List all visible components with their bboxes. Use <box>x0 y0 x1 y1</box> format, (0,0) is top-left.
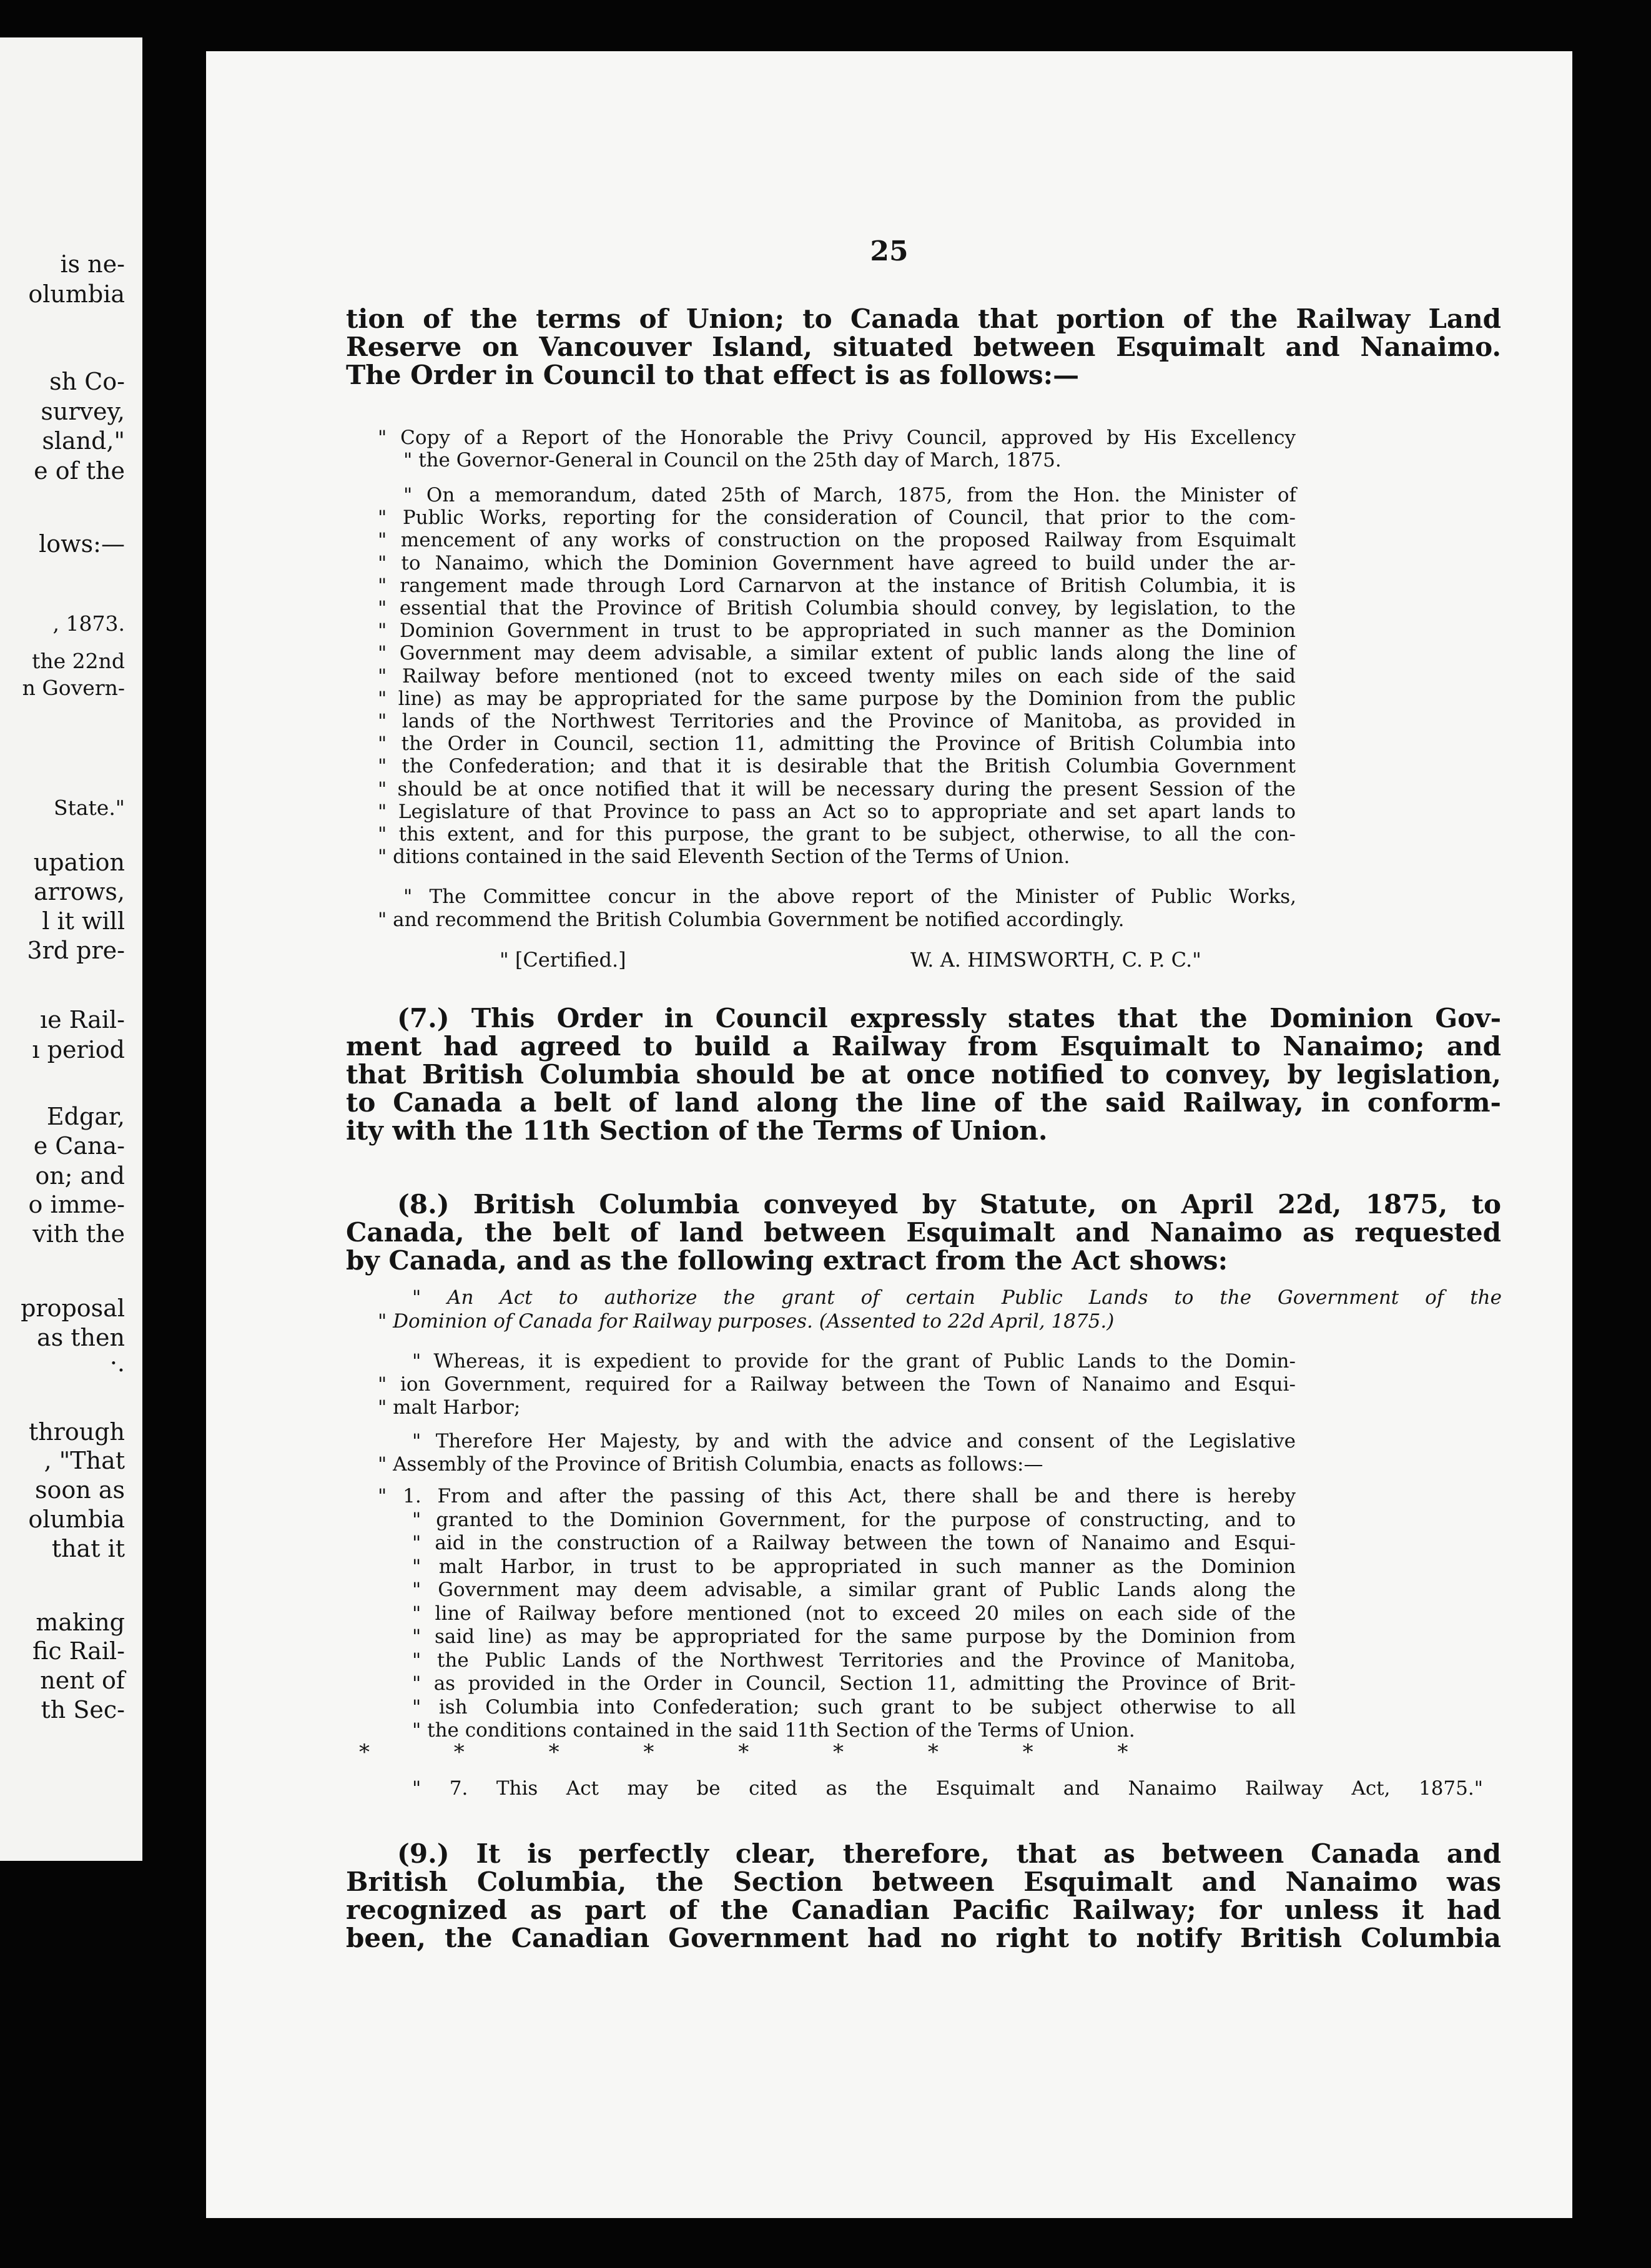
paragraph-9-line: been, the Canadian Government had no right to notify British Columbia <box>346 1923 1501 1953</box>
paragraph-9-line: recognized as part of the Canadian Pacific Railway; for unless it had <box>346 1895 1501 1925</box>
order-line: " the Confederation; and that it is desirable that the British Columbia Government <box>378 755 1296 778</box>
section-1-line: " 1. From and after the passing of this Act, there shall be and there is hereby <box>378 1485 1296 1507</box>
left-page-fragment: n Govern- <box>22 676 125 700</box>
document-page <box>206 51 1572 2218</box>
left-page-fragment: making <box>36 1609 125 1636</box>
paragraph-8-line: (8.) British Columbia conveyed by Statute, on April 22d, 1875, to <box>397 1189 1501 1220</box>
left-page-fragment: survey, <box>41 398 125 425</box>
left-page-fragment: ıe Rail- <box>39 1006 125 1033</box>
left-page-fragment: vith the <box>32 1220 125 1248</box>
order-line: " to Nanaimo, which the Dominion Government have agreed to build under the ar- <box>378 551 1296 574</box>
order-line: " rangement made through Lord Carnarvon at the instance of British Columbia, it is <box>378 574 1296 597</box>
therefore-line: " Therefore Her Majesty, by and with the advice and consent of the Legislative <box>412 1430 1296 1452</box>
left-page-fragment: lows:— <box>39 530 125 558</box>
act-title-line: " Dominion of Canada for Railway purposes. (Assented to 22d April, 1875.) <box>378 1310 1115 1333</box>
paragraph-8-line: Canada, the belt of land between Esquimalt and Nanaimo as requested <box>346 1217 1501 1248</box>
section-1-line: " ish Columbia into Confederation; such grant to be subject otherwise to all <box>412 1695 1296 1718</box>
act-title-line: " An Act to authorize the grant of certain Public Lands to the Government of the <box>412 1286 1502 1309</box>
left-page-fragment: nent of <box>40 1667 125 1694</box>
left-page-fragment: State." <box>53 796 125 820</box>
section-1-line: " malt Harbor, in trust to be appropriated in such manner as the Dominion <box>412 1555 1296 1578</box>
order-line: " lands of the Northwest Territories and the Province of Manitoba, as provided in <box>378 710 1296 732</box>
order-line: " On a memorandum, dated 25th of March, 1875, from the Hon. the Minister of <box>403 484 1296 506</box>
left-page-fragment: e of the <box>34 457 125 485</box>
left-page-fragment: sh Co- <box>49 368 125 395</box>
left-page-fragment: ı period <box>32 1036 125 1063</box>
paragraph-9-line: British Columbia, the Section between Esquimalt and Nanaimo was <box>346 1866 1501 1897</box>
left-page-fragment: olumbia <box>28 1506 125 1533</box>
left-page-fragment: olumbia <box>28 280 125 308</box>
section-1-line: " the Public Lands of the Northwest Territories and the Province of Manitoba, <box>412 1649 1296 1672</box>
signature: W. A. HIMSWORTH, C. P. C." <box>910 948 1201 972</box>
intro-line: Reserve on Vancouver Island, situated between Esquimalt and Nanaimo. <box>346 332 1501 362</box>
paragraph-9-line: (9.) It is perfectly clear, therefore, that as between Canada and <box>397 1838 1501 1869</box>
order-line: " ditions contained in the said Eleventh Section of the Terms of Union. <box>378 846 1070 869</box>
section-1-line: " the conditions contained in the said 11th Section of the Terms of Union. <box>412 1719 1135 1742</box>
ellipsis-dots: * * * * * * * * * <box>359 1740 1167 1765</box>
whereas-line: " malt Harbor; <box>378 1396 521 1419</box>
order-line: " this extent, and for this purpose, the grant to be subject, otherwise, to all the con- <box>378 823 1296 846</box>
order-line: " should be at once notified that it will be necessary during the present Session of the <box>378 777 1296 801</box>
paragraph-7-line: that British Columbia should be at once notified to convey, by legislation, <box>346 1059 1501 1090</box>
order-line: " Legislature of that Province to pass an Act so to appropriate and set apart lands to <box>378 800 1296 823</box>
order-line: " Public Works, reporting for the consideration of Council, that prior to the com- <box>378 506 1296 530</box>
order-line: " and recommend the British Columbia Government be notified accordingly. <box>378 909 1125 931</box>
left-page-fragment: fic Rail- <box>32 1637 125 1665</box>
page-number: 25 <box>870 235 909 267</box>
left-page-fragment: on; and <box>35 1162 125 1190</box>
left-page-fragment: th Sec- <box>41 1696 125 1723</box>
left-page-fragment: arrows, <box>34 878 125 905</box>
order-line: " essential that the Province of British Columbia should convey, by legislation, to the <box>378 597 1296 619</box>
left-page-fragment: as then <box>37 1324 125 1351</box>
paragraph-7-line: ment had agreed to build a Railway from Esquimalt to Nanaimo; and <box>346 1031 1501 1062</box>
left-page-fragment: upation <box>33 849 125 876</box>
certified-label: " [Certified.] <box>500 948 626 972</box>
left-page-fragment: , 1873. <box>52 611 125 636</box>
left-page-fragment: that it <box>51 1535 125 1562</box>
order-line: " the Governor-General in Council on the 25th day of March, 1875. <box>403 449 1062 471</box>
left-page-fragment: Edgar, <box>46 1103 125 1130</box>
section-1-line: " said line) as may be appropriated for the same purpose by the Dominion from <box>412 1625 1296 1648</box>
left-page-fragment: sland," <box>42 427 125 455</box>
section-1-line: " line of Railway before mentioned (not to exceed 20 miles on each side of the <box>412 1602 1296 1625</box>
order-line: " Copy of a Report of the Honorable the Privy Council, approved by His Excellency <box>378 426 1296 449</box>
left-page-fragment: soon as <box>35 1476 125 1504</box>
left-page-fragment: 3rd pre- <box>27 937 125 964</box>
order-line: " Railway before mentioned (not to exceed twenty miles on each side of the said <box>378 664 1296 688</box>
intro-line: tion of the terms of Union; to Canada that portion of the Railway Land <box>346 303 1501 334</box>
left-page-fragment: ·. <box>109 1349 125 1377</box>
order-line: " Dominion Government in trust to be appropriated in such manner as the Dominion <box>378 619 1296 643</box>
order-line: " The Committee concur in the above report of the Minister of Public Works, <box>403 885 1296 908</box>
paragraph-7-line: to Canada a belt of land along the line of the said Railway, in conform- <box>346 1087 1501 1118</box>
left-page-fragment: l it will <box>42 907 125 935</box>
left-page-fragment: is ne- <box>60 250 125 278</box>
order-line: " line) as may be appropriated for the same purpose by the Dominion from the public <box>378 687 1296 710</box>
section-1-line: " aid in the construction of a Railway between the town of Nanaimo and Esqui- <box>412 1532 1296 1554</box>
left-page-fragment: e Cana- <box>33 1132 125 1160</box>
previous-page-fragment <box>0 37 142 1861</box>
left-page-fragment: o imme- <box>28 1191 125 1218</box>
paragraph-8-line: by Canada, and as the following extract from the Act shows: <box>346 1245 1228 1276</box>
section-1-line: " granted to the Dominion Government, for the purpose of constructing, and to <box>412 1508 1296 1531</box>
left-page-fragment: proposal <box>21 1294 125 1322</box>
paragraph-7-line: (7.) This Order in Council expressly states that the Dominion Gov- <box>397 1003 1501 1033</box>
order-line: " Government may deem advisable, a similar extent of public lands along the line of <box>378 642 1296 665</box>
left-page-fragment: , "That <box>44 1447 125 1474</box>
left-page-fragment: the 22nd <box>32 649 125 673</box>
whereas-line: " Whereas, it is expedient to provide for the grant of Public Lands to the Domin- <box>412 1350 1296 1373</box>
whereas-line: " ion Government, required for a Railway between the Town of Nanaimo and Esqui- <box>378 1373 1296 1396</box>
intro-line: The Order in Council to that effect is as follows:— <box>346 360 1080 390</box>
order-line: " the Order in Council, section 11, admitting the Province of British Columbia into <box>378 732 1296 756</box>
section-1-line: " as provided in the Order in Council, Section 11, admitting the Province of Brit- <box>412 1672 1296 1695</box>
paragraph-7-line: ity with the 11th Section of the Terms of Union. <box>346 1115 1048 1146</box>
order-line: " mencement of any works of construction on the proposed Railway from Esquimalt <box>378 529 1296 552</box>
section-1-line: " Government may deem advisable, a similar grant of Public Lands along the <box>412 1579 1296 1601</box>
therefore-line: " Assembly of the Province of British Columbia, enacts as follows:— <box>378 1453 1043 1476</box>
section-7-line: " 7. This Act may be cited as the Esquimalt and Nanaimo Railway Act, 1875." <box>412 1777 1483 1800</box>
left-page-fragment: through <box>28 1418 125 1446</box>
